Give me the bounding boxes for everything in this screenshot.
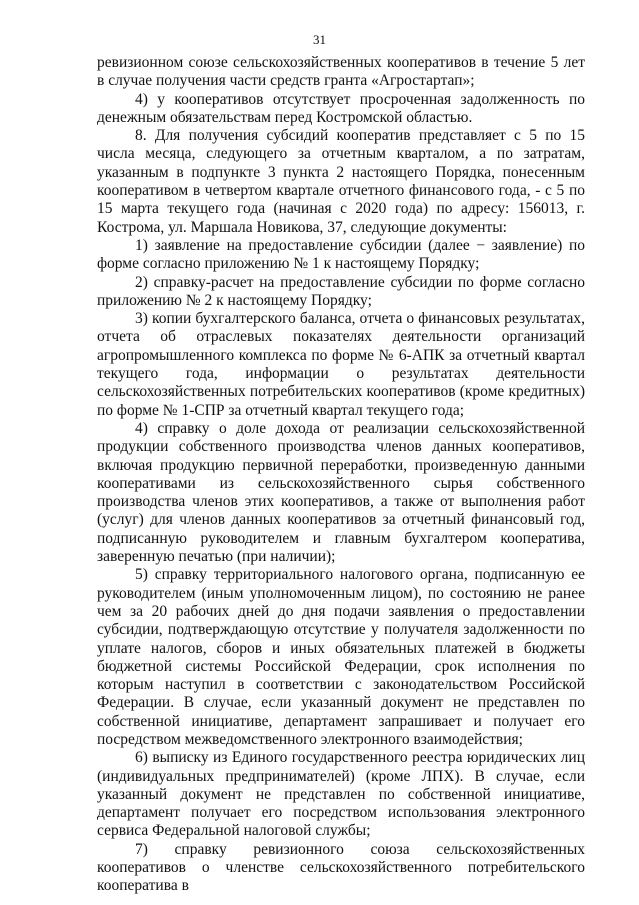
paragraph-doc-1-application: 1) заявление на предоставление субсидии (далее − заявление) по форме согласно приложению № 1 к настоящему Порядку; <box>97 236 585 273</box>
page-number: 31 <box>313 32 326 47</box>
document-body <box>97 54 585 896</box>
paragraph-doc-2-calculation: 2) справку-расчет на предоставление субсидии по форме согласно приложению № 2 к настоящему Порядку; <box>97 273 585 309</box>
paragraph-doc-7-audit-union: 7) справку ревизионного союза сельскохозяйственных кооперативов о членстве сельскохозяйственного потребительского кооператива в <box>97 840 585 895</box>
paragraph-doc-6-registry-extract: 6) выписку из Единого государственного реестра юридических лиц (индивидуальных предпринимателей) (кроме ЛПХ). В случае, если указанный документ не представлен по собственной инициативе, департамент получает его посредством использования электронного сервиса Федеральной налоговой службы; <box>97 749 585 840</box>
paragraph-doc-5-tax-certificate: 5) справку территориального налогового органа, подписанную ее руководителем (иным уполномоченным лицом), по состоянию не ранее чем за 20 рабочих дней до дня подачи заявления о предоставлении субсидии, подтверждающую отсутствие у получателя задолженности по уплате налогов, сборов и иных обязательных платежей в бюджеты бюджетной системы Российской Федерации, срок исполнения по которым наступил в соответствии с законодательством Российской Федерации. В случае, если указанный документ не представлен по собственной инициативе, департамент запрашивает и получает его посредством межведомственного электронного взаимодействия; <box>97 566 585 748</box>
paragraph-continuation: ревизионном союзе сельскохозяйственных кооперативов в течение 5 лет в случае получения части средств гранта «Агростартап»; <box>97 54 585 90</box>
paragraph-doc-4-income-share: 4) справку о доле дохода от реализации сельскохозяйственной продукции собственного производства членов данных кооперативов, включая продукцию первичной переработки, произведенную данными кооперативами из сельскохозяйственного сырья собственного производства членов этих кооперативов, а также от выполнения работ (услуг) для членов данных кооперативов за отчетный финансовый год, подписанную руководителем и главным бухгалтером кооператива, заверенную печатью (при наличии); <box>97 419 585 566</box>
paragraph-point-8: 8. Для получения субсидий кооператив представляет с 5 по 15 числа месяца, следующего за отчетным кварталом, а по затратам, указанным в подпункте 3 пункта 2 настоящего Порядка, понесенным кооперативом в четвертом квартале отчетного финансового года, - с 5 по 15 марта текущего года (начиная с 2020 года) по адресу: 156013, г. Кострома, ул. Маршала Новикова, 37, следующие документы: <box>97 127 585 236</box>
paragraph-item-4-debt: 4) у кооперативов отсутствует просроченная задолженность по денежным обязательствам перед Костромской областью. <box>97 90 585 126</box>
paragraph-doc-3-balance: 3) копии бухгалтерского баланса, отчета о финансовых результатах, отчета об отраслевых показателях деятельности организаций агропромышленного комплекса по форме № 6-АПК за отчетный квартал текущего года, информации о результатах деятельности сельскохозяйственных потребительских кооперативов (кроме кредитных) по форме № 1-СПР за отчетный квартал текущего года; <box>97 310 585 419</box>
